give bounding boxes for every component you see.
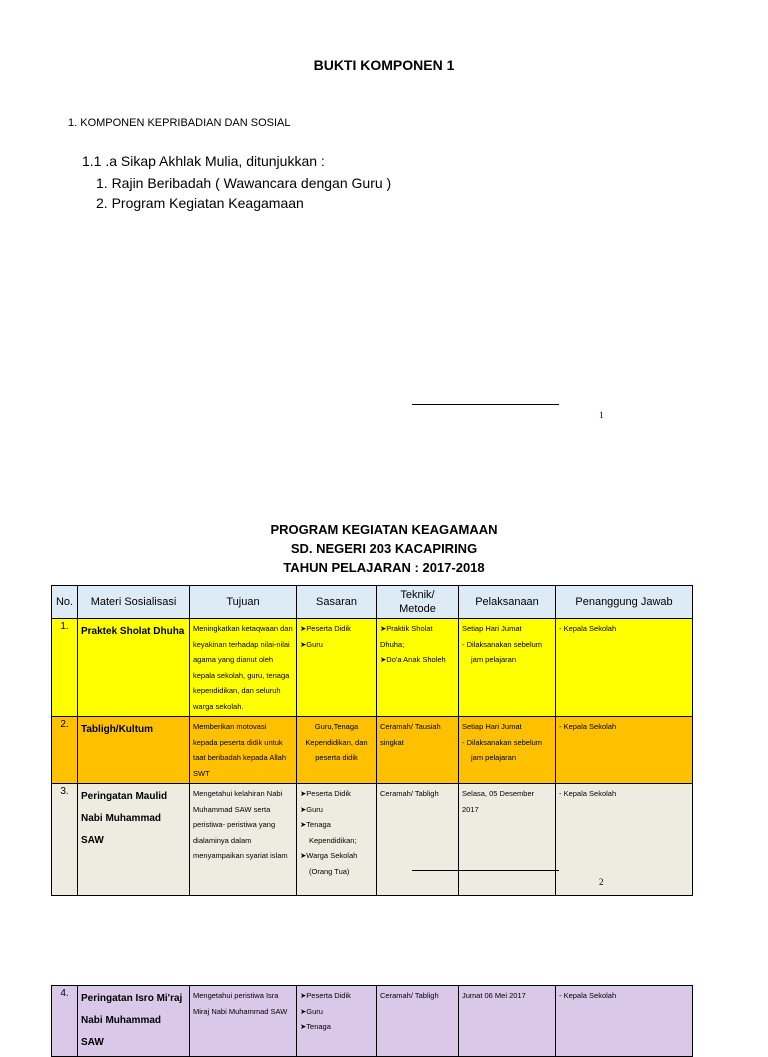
cell-materi: Praktek Sholat Dhuha [78,619,190,717]
header-tujuan: Tujuan [190,586,297,619]
cell-tujuan: Mengetahui peristiwa Isra Miraj Nabi Muhammad SAW [190,986,297,1057]
header-materi: Materi Sosialisasi [78,586,190,619]
footnote-rule [412,870,559,871]
list-item: Guru,Tenaga [314,722,359,731]
school-year: TAHUN PELAJARAN : 2017-2018 [283,560,485,575]
list-item: ➤ Warga Sekolah [300,848,373,864]
page-number: 2 [599,877,604,887]
list-item: ➤ Guru [300,1004,373,1020]
page-title: BUKTI KOMPONEN 1 [313,57,455,73]
list-item: (Orang Tua) [309,866,350,876]
list-item: ➤ Guru [300,637,373,653]
table-header-row [52,586,693,619]
cell-materi: Peringatan Maulid Nabi Muhammad SAW [78,784,190,896]
schedule-line: - Dilaksanakan sebelum [462,737,543,747]
cell-pj: - Kepala Sekolah [556,986,693,1057]
list-item: ➤ Peserta Didik [300,621,373,637]
header-pj: Penanggung Jawab [556,586,693,619]
cell-materi: Tabligh/Kultum [78,717,190,784]
cell-tujuan: Meningkatkan ketaqwaan dan keyakinan terhadap nilai-nilai agama yang dianut oleh kepala sekolah, guru, tenaga kependidikan, dan seluruh warga sekolah. [190,619,297,717]
cell-teknik: Ceramah/ Tabligh [377,986,459,1057]
header-sasaran: Sasaran [297,586,377,619]
list-item: peserta didik [315,753,358,762]
cell-materi: Peringatan Isro Mi'raj Nabi Muhammad SAW [78,986,190,1057]
footnote-rule [412,404,559,405]
cell-sasaran [297,619,377,717]
cell-pj: - Kepala Sekolah [556,619,693,717]
schedule-line: Setiap Hari Jumat [462,722,522,731]
schedule-line: - Dilaksanakan sebelum [462,639,543,649]
table-row [52,784,693,896]
cell-pelaksanaan: Selasa, 05 Desember 2017 [459,784,556,896]
cell-pelaksanaan [459,619,556,717]
cell-no: 1. [52,619,78,717]
cell-no: 2. [52,717,78,784]
cell-teknik [377,619,459,717]
cell-teknik: Ceramah/ Tabligh [377,784,459,896]
cell-teknik: Ceramah/ Tausiah singkat [377,717,459,784]
list-item: ➤ Tenaga [300,1019,373,1035]
cell-pj: - Kepala Sekolah [556,717,693,784]
cell-pelaksanaan: Jumat 06 Mei 2017 [459,986,556,1057]
table-row [52,986,693,1057]
cell-tujuan: Mengetahui kelahiran Nabi Muhammad SAW serta peristiwa- peristiwa yang dialaminya dalam menyampaikan syariat islam [190,784,297,896]
list-item: ➤ Peserta Didik [300,786,373,802]
schedule-line: jam pelajaran [471,655,517,664]
table-row [52,717,693,784]
cell-tujuan: Memberikan motovasi kepada peserta didik untuk taat beribadah kepada Allah SWT [190,717,297,784]
list-item: Kependidikan, dan [305,737,368,747]
schedule-line: jam pelajaran [471,753,517,762]
header-no: No. [52,586,78,619]
list-item: ➤ Praktik Sholat Dhuha; [380,621,455,652]
cell-sasaran [297,986,377,1057]
page-number: 1 [599,410,604,420]
cell-pj: - Kepala Sekolah [556,784,693,896]
program-table [51,585,693,896]
cell-sasaran [297,717,377,784]
program-title: PROGRAM KEGIATAN KEAGAMAAN [270,522,498,537]
list-item: ➤ Do'a Anak Sholeh [380,652,455,668]
cell-no: 3. [52,784,78,896]
list-item: ➤ Guru [300,802,373,818]
sub-heading: 1.1 .a Sikap Akhlak Mulia, ditunjukkan : [82,153,325,169]
header-pelaksanaan: Pelaksanaan [459,586,556,619]
list-item: ➤ Peserta Didik [300,988,373,1004]
school-name: SD. NEGERI 203 KACAPIRING [290,541,478,556]
cell-pelaksanaan [459,717,556,784]
program-table-continued [51,985,693,1057]
cell-no: 4. [52,986,78,1057]
cell-sasaran [297,784,377,896]
schedule-line: Setiap Hari Jumat [462,624,522,633]
header-teknik: Teknik/ Metode [377,586,459,619]
section-heading: 1. KOMPONEN KEPRIBADIAN DAN SOSIAL [68,117,291,129]
table-row [52,619,693,717]
list-item: 1. Rajin Beribadah ( Wawancara dengan Guru ) [96,175,392,191]
list-item: ➤ Tenaga [300,817,373,833]
list-item: Kependidikan; [309,835,357,845]
list-item: 2. Program Kegiatan Keagamaan [96,195,304,211]
